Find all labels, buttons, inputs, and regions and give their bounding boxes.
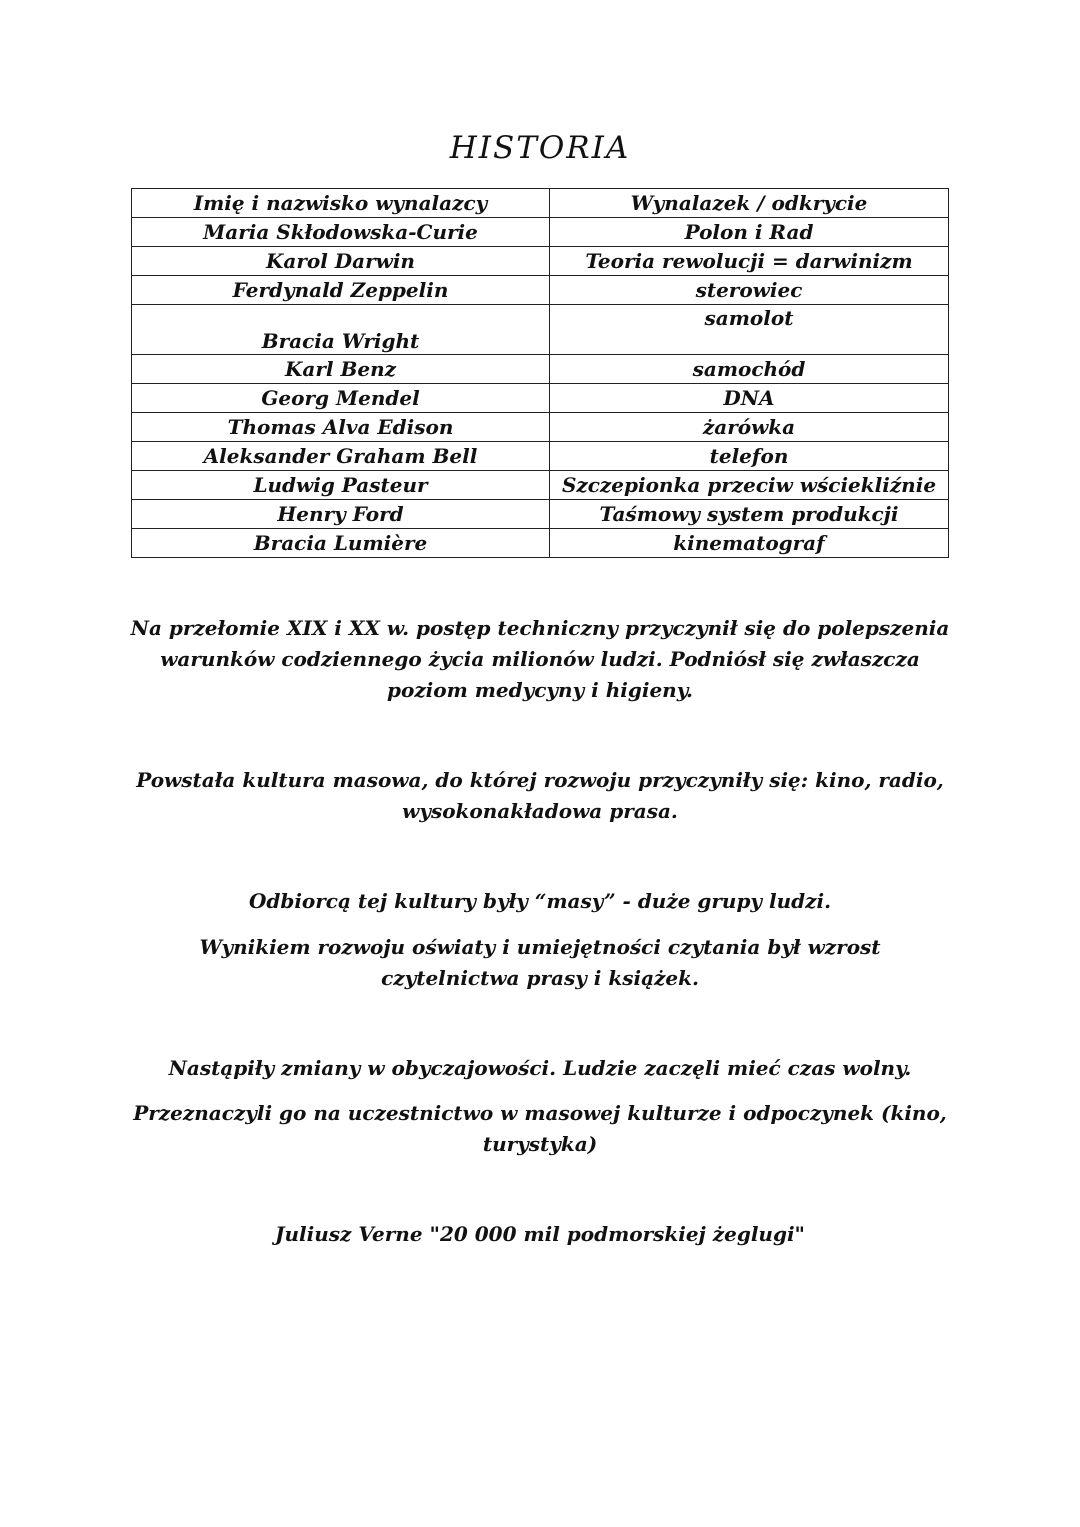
inventor-cell: Ludwig Pasteur	[132, 471, 550, 500]
table-row	[132, 413, 949, 442]
paragraph-progress: Na przełomie XIX i XX w. postęp techniczny przyczynił się do polepszenia warunków codziennego życia milionów ludzi. Podniósł się zwłaszcza poziom medycyny i higieny.	[130, 616, 950, 702]
paragraph-education: Wynikiem rozwoju oświaty i umiejętności czytania był wzrost czytelnictwa prasy i książek.	[199, 935, 881, 990]
table-row	[132, 442, 949, 471]
invention-cell: Teoria rewolucji = darwinizm	[550, 247, 949, 276]
invention-cell: samolot	[550, 305, 949, 355]
column-header-invention: Wynalazek / odkrycie	[550, 189, 949, 218]
column-header-inventor: Imię i nazwisko wynalazcy	[132, 189, 550, 218]
inventor-cell: Thomas Alva Edison	[132, 413, 550, 442]
paragraph-mass-culture: Powstała kultura masowa, do której rozwoju przyczyniły się: kino, radio, wysokonakładowa prasa.	[136, 768, 944, 823]
table-row	[132, 355, 949, 384]
inventor-cell: Aleksander Graham Bell	[132, 442, 550, 471]
paragraph-verne: Juliusz Verne "20 000 mil podmorskiej żeglugi"	[275, 1222, 805, 1246]
table-row	[132, 276, 949, 305]
paragraph-free-time: Przeznaczyli go na uczestnictwo w masowej kulturze i odpoczynek (kino, turystyka)	[133, 1101, 947, 1156]
inventor-cell: Maria Skłodowska-Curie	[132, 218, 550, 247]
invention-cell: sterowiec	[550, 276, 949, 305]
inventor-cell: Ferdynald Zeppelin	[132, 276, 550, 305]
table-row	[132, 529, 949, 558]
invention-cell: Szczepionka przeciw wściekliźnie	[550, 471, 949, 500]
invention-cell: żarówka	[550, 413, 949, 442]
invention-cell: Polon i Rad	[550, 218, 949, 247]
inventor-cell: Georg Mendel	[132, 384, 550, 413]
page-title: HISTORIA	[449, 130, 631, 166]
table-header-row	[132, 189, 949, 218]
inventor-cell: Bracia Wright	[132, 305, 550, 355]
invention-cell: samochód	[550, 355, 949, 384]
inventor-cell: Karol Darwin	[132, 247, 550, 276]
inventor-cell: Karl Benz	[132, 355, 550, 384]
inventors-table	[131, 188, 949, 558]
table-row	[132, 247, 949, 276]
invention-cell: Taśmowy system produkcji	[550, 500, 949, 529]
paragraph-masses: Odbiorcą tej kultury były “masy” - duże grupy ludzi.	[248, 889, 832, 913]
table-row	[132, 384, 949, 413]
table-row	[132, 500, 949, 529]
invention-cell: kinematograf	[550, 529, 949, 558]
invention-cell: telefon	[550, 442, 949, 471]
inventor-cell: Bracia Lumière	[132, 529, 550, 558]
table-row	[132, 471, 949, 500]
inventor-cell: Henry Ford	[132, 500, 550, 529]
invention-cell: DNA	[550, 384, 949, 413]
paragraph-customs: Nastąpiły zmiany w obyczajowości. Ludzie zaczęli mieć czas wolny.	[168, 1056, 912, 1080]
table-row	[132, 218, 949, 247]
table-row	[132, 305, 949, 355]
